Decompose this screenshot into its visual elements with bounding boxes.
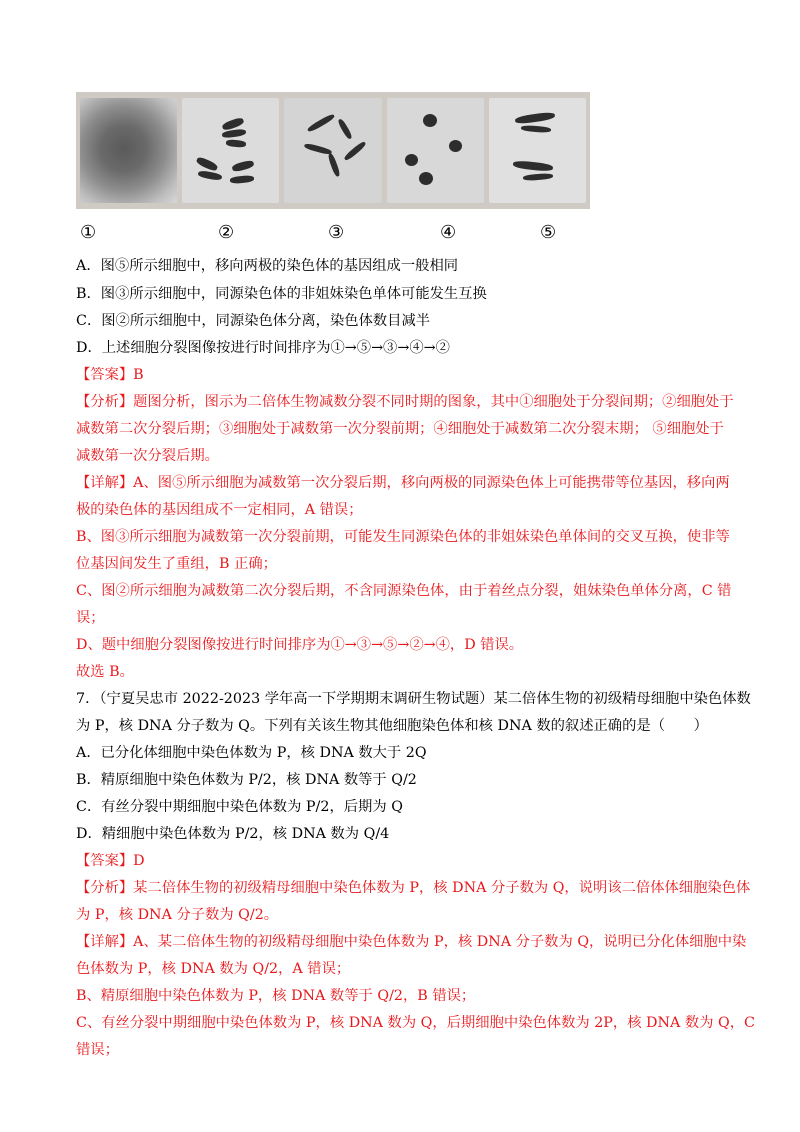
text-line: 【详解】A、图⑤所示细胞为减数第一次分裂后期，移向两极的同源染色体上可能携带等位基因，移向两	[76, 475, 730, 491]
text-line: B．精原细胞中染色体数为 P/2，核 DNA 数等于 Q/2	[76, 772, 417, 788]
text-line: 位基因间发生了重组，B 正确；	[76, 556, 277, 572]
micrograph-2	[182, 98, 279, 203]
text-line: D．上述细胞分裂图像按进行时间排序为①→⑤→③→④→②	[76, 340, 450, 356]
text-line: B．图③所示细胞中，同源染色体的非姐妹染色单体可能发生互换	[76, 286, 487, 302]
text-line: B、图③所示细胞为减数第一次分裂前期，可能发生同源染色体的非姐妹染色单体间的交叉互换，使非等	[76, 529, 730, 545]
text-line: C、图②所示细胞为减数第二次分裂后期，不含同源染色体，由于着丝点分裂，姐妹染色单体分离，C 错	[76, 583, 732, 599]
micrograph-label-5: ⑤	[540, 222, 557, 243]
text-line: D．精细胞中染色体数为 P/2，核 DNA 数为 Q/4	[76, 826, 390, 842]
text-line: D、题中细胞分裂图像按进行时间排序为①→③→⑤→②→④，D 错误。	[76, 637, 524, 653]
micrograph-label-4: ④	[440, 222, 457, 243]
text-line: 【分析】某二倍体生物的初级精母细胞中染色体数为 P，核 DNA 分子数为 Q，说明该二倍体体细胞染色体	[76, 880, 751, 896]
text-line: 7．（宁夏吴忠市 2022-2023 学年高一下学期期末调研生物试题）某二倍体生物的初级精母细胞中染色体数	[76, 691, 751, 707]
micrograph-label-3: ③	[328, 222, 345, 243]
text-line: 误；	[76, 610, 105, 626]
text-line: C．图②所示细胞中，同源染色体分离，染色体数目减半	[76, 313, 431, 329]
micrograph-1	[80, 98, 177, 203]
text-line: C、有丝分裂中期细胞中染色体数为 P，核 DNA 数为 Q，后期细胞中染色体数为 2P，核 DNA 数为 Q，C	[76, 1015, 755, 1031]
text-line: A．图⑤所示细胞中，移向两极的染色体的基因组成一般相同	[76, 258, 459, 274]
micrograph-5	[489, 98, 586, 203]
text-line: B、精原细胞中染色体数为 P，核 DNA 数等于 Q/2，B 错误；	[76, 988, 476, 1004]
micrograph-4	[387, 98, 484, 203]
text-line: 【答案】D	[76, 853, 145, 869]
text-line: 色体数为 P，核 DNA 数为 Q/2，A 错误；	[76, 961, 351, 977]
text-line: 故选 B。	[76, 664, 134, 680]
micrograph-label-2: ②	[218, 222, 235, 243]
text-line: 【详解】A、某二倍体生物的初级精母细胞中染色体数为 P，核 DNA 分子数为 Q，说明已分化体细胞中染	[76, 934, 747, 950]
text-line: 错误；	[76, 1042, 119, 1058]
text-line: 【答案】B	[76, 367, 144, 383]
micrograph-3	[284, 98, 381, 203]
text-line: C．有丝分裂中期细胞中染色体数为 P/2，后期为 Q	[76, 799, 403, 815]
text-line: 【分析】题图分析，图示为二倍体生物减数分裂不同时期的图象，其中①细胞处于分裂间期；②细胞处于	[76, 394, 734, 410]
micrograph-labels	[0, 222, 800, 246]
text-line: A．已分化体细胞中染色体数为 P，核 DNA 数大于 2Q	[76, 745, 427, 761]
text-line: 为 P，核 DNA 分子数为 Q。下列有关该生物其他细胞染色体和核 DNA 数的叙述正确的是（ ）	[76, 718, 708, 734]
text-line: 减数第二次分裂后期；③细胞处于减数第一次分裂前期；④细胞处于减数第二次分裂末期； ⑤细胞处于	[76, 421, 724, 437]
text-line: 减数第一次分裂后期。	[76, 448, 219, 464]
text-line: 极的染色体的基因组成不一定相同，A 错误；	[76, 502, 363, 518]
text-line: 为 P，核 DNA 分子数为 Q/2。	[76, 907, 279, 923]
micrograph-label-1: ①	[80, 222, 97, 243]
cell-division-micrograph-strip	[76, 92, 590, 209]
